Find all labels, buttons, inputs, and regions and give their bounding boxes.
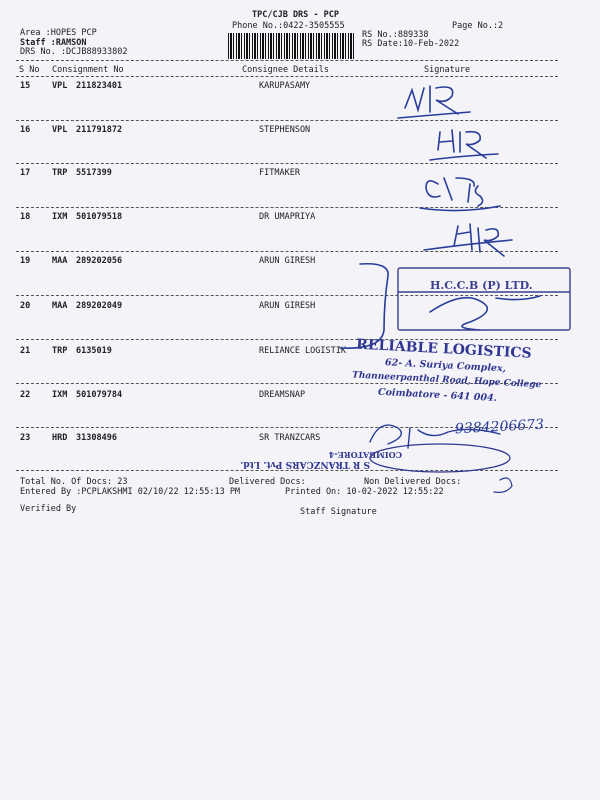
tranzcars-name: S R TRANZCARS Pvt. Ltd. (240, 459, 370, 469)
reliable-line3: Coimbatore - 641 004. (377, 386, 498, 404)
reliable-logistics-stamp (352, 337, 542, 404)
col-consignment: Consignment No (52, 65, 124, 75)
row-code: IXM (52, 390, 68, 400)
drs-number: DRS No. :DCJB88933802 (20, 47, 128, 57)
col-signature: Signature (424, 65, 471, 75)
area-label: Area :HOPES PCP (20, 28, 97, 38)
total-docs: Total No. Of Docs: 23 (20, 477, 128, 487)
row-consignee: SR TRANZCARS (259, 433, 321, 443)
row-consignment: 31308496 (76, 433, 117, 443)
row-sno: 15 (20, 81, 31, 91)
row-sno: 21 (20, 346, 31, 356)
row-sno: 17 (20, 168, 31, 178)
rs-date: RS Date:10-Feb-2022 (362, 39, 460, 49)
signature-nir (398, 86, 470, 118)
hccb-stamp (398, 268, 570, 330)
tranzcars-stamp (240, 444, 510, 472)
row-code: VPL (52, 81, 68, 91)
non-delivered-docs: Non Delivered Docs: (364, 477, 462, 487)
reliable-line2: Thanneerpanthal Road, Hope College (351, 370, 542, 391)
row-code: IXM (52, 212, 68, 222)
hccb-stamp-text: H.C.C.B (P) LTD. (430, 279, 533, 292)
col-consignee: Consignee Details (242, 65, 329, 75)
row-sno: 18 (20, 212, 31, 222)
row-consignment: 289202056 (76, 256, 123, 266)
staff-signature: Staff Signature (300, 507, 377, 517)
doc-title: TPC/CJB DRS - PCP (252, 10, 339, 20)
row-consignee: RELIANCE LOGISTIK (259, 346, 346, 356)
row-sno: 23 (20, 433, 31, 443)
row-code: HRD (52, 433, 68, 443)
col-sno: S No (19, 65, 40, 75)
row-consignee: ARUN GIRESH (259, 301, 316, 311)
signature-loop-19 (340, 264, 388, 348)
signature-hir-2 (424, 224, 512, 256)
row-sno: 16 (20, 125, 31, 135)
signature-scribble-20 (430, 296, 540, 330)
signature-hir-1 (430, 130, 498, 160)
signature-footer-mark (494, 478, 512, 492)
row-consignment: 211823401 (76, 81, 123, 91)
rs-number: RS No.:889338 (362, 30, 429, 40)
tranzcars-city: COIMBATORE-4 (328, 450, 402, 460)
row-consignment: 5517399 (76, 168, 112, 178)
row-code: VPL (52, 125, 68, 135)
row-consignee: ARUN GIRESH (259, 256, 316, 266)
row-code: TRP (52, 346, 68, 356)
delivered-docs: Delivered Docs: (229, 477, 306, 487)
row-code: TRP (52, 168, 68, 178)
row-sno: 22 (20, 390, 31, 400)
row-consignment: 6135019 (76, 346, 112, 356)
row-consignee: KARUPASAMY (259, 81, 311, 91)
reliable-line1: 62- A. Suriya Complex, (384, 357, 507, 375)
page-number: Page No.:2 (452, 21, 504, 31)
row-consignee: STEPHENSON (259, 125, 311, 135)
handwritten-phone: 9384206673 (454, 416, 545, 438)
row-code: MAA (52, 301, 68, 311)
row-consignment: 289202049 (76, 301, 123, 311)
printed-on: Printed On: 10-02-2022 12:55:22 (285, 487, 444, 497)
row-consignee: FITMAKER (259, 168, 300, 178)
row-sno: 20 (20, 301, 31, 311)
row-consignee: DREAMSNAP (259, 390, 306, 400)
row-sno: 19 (20, 256, 31, 266)
row-consignee: DR UMAPRIYA (259, 212, 316, 222)
signature-cts (420, 178, 500, 211)
row-consignment: 501079784 (76, 390, 123, 400)
reliable-title: RELIABLE LOGISTICS (355, 336, 533, 362)
phone-number: Phone No.:0422-3505555 (232, 21, 345, 31)
verified-by: Verified By (20, 504, 77, 514)
entered-by: Entered By :PCPLAKSHMI 02/10/22 12:55:13 PM (20, 487, 241, 497)
row-consignment: 211791872 (76, 125, 123, 135)
row-code: MAA (52, 256, 68, 266)
row-consignment: 501079518 (76, 212, 123, 222)
staff-label: Staff :RAMSON (20, 38, 87, 48)
